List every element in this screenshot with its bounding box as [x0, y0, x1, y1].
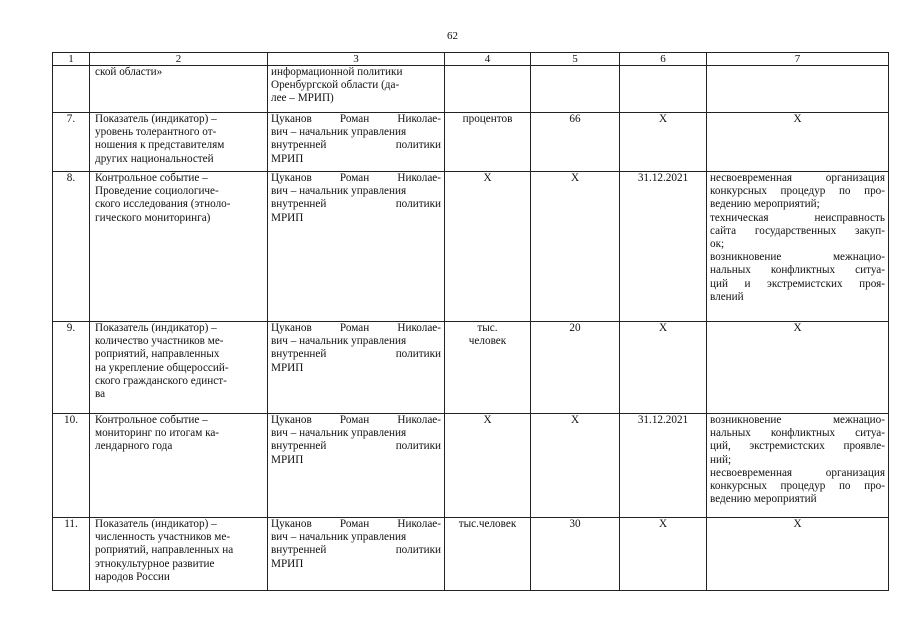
cell-line: возникновение межнацио- — [710, 251, 885, 264]
column-header: 2 — [90, 53, 268, 66]
cell-line: нальных конфликтных ситуа- — [710, 427, 885, 440]
cell-line: Х — [793, 518, 802, 530]
cell-line: Цуканов Роман Николае- — [271, 113, 441, 125]
cell-value — [531, 66, 620, 113]
cell-line: вич – начальник управления — [271, 427, 407, 440]
cell-line: других национальностей — [95, 152, 214, 165]
column-header: 6 — [620, 53, 707, 66]
cell-line: Проведение социологиче- — [95, 185, 219, 198]
cell-line: внутренней политики — [271, 544, 441, 557]
cell-line: роприятий, направленных на — [95, 544, 234, 557]
cell-line: Показатель (индикатор) – — [95, 518, 217, 530]
cell-line: Цуканов Роман Николае- — [271, 414, 441, 426]
cell-number: 7. — [53, 113, 90, 172]
cell-line: вич – начальник управления — [271, 126, 407, 139]
cell-line: человек — [468, 335, 507, 348]
cell-line: возникновение межнацио- — [710, 414, 885, 426]
cell-line: ведению мероприятий; — [710, 198, 820, 211]
table-row — [53, 66, 889, 113]
cell-number: 9. — [53, 322, 90, 414]
cell-indicator-name — [90, 322, 268, 414]
cell-line: МРИП — [271, 152, 304, 165]
cell-line: внутренней политики — [271, 348, 441, 361]
cell-line: ва — [95, 388, 106, 401]
cell-line: конкурсных процедур по про- — [710, 185, 885, 198]
cell-line: информационной политики — [271, 66, 403, 78]
cell-line: уровень толерантного от- — [95, 126, 217, 139]
cell-number: 11. — [53, 518, 90, 591]
cell-unit — [445, 66, 531, 113]
cell-risks — [707, 518, 889, 591]
table-row — [53, 518, 889, 591]
cell-indicator-name — [90, 66, 268, 113]
cell-date: Х — [620, 518, 707, 591]
cell-line: этнокультурное развитие — [95, 557, 215, 570]
cell-risks — [707, 66, 889, 113]
cell-line: мониторинг по итогам ка- — [95, 427, 220, 440]
cell-line: ведению мероприятий — [710, 493, 817, 506]
cell-line: роприятий, направленных — [95, 348, 220, 361]
column-header: 7 — [707, 53, 889, 66]
cell-indicator-name — [90, 113, 268, 172]
cell-line: Показатель (индикатор) – — [95, 322, 217, 334]
cell-date: Х — [620, 322, 707, 414]
cell-line: количество участников ме- — [95, 335, 224, 348]
cell-line: вич – начальник управления — [271, 185, 407, 198]
cell-line: ской области» — [95, 66, 163, 78]
cell-line: влений — [710, 290, 744, 303]
cell-responsible — [268, 113, 445, 172]
column-header: 4 — [445, 53, 531, 66]
cell-line: лендарного года — [95, 440, 173, 453]
cell-number: 8. — [53, 172, 90, 322]
cell-line: внутренней политики — [271, 440, 441, 453]
cell-number — [53, 66, 90, 113]
cell-line: лее – МРИП) — [271, 92, 334, 105]
cell-line: Цуканов Роман Николае- — [271, 172, 441, 184]
cell-line: ций и экстремистских проя- — [710, 277, 885, 290]
cell-line: ского гражданского единст- — [95, 374, 227, 387]
cell-unit — [445, 113, 531, 172]
cell-line: процентов — [462, 113, 513, 125]
cell-unit — [445, 172, 531, 322]
cell-line: тыс. — [477, 322, 498, 334]
cell-line: Показатель (индикатор) – — [95, 113, 217, 125]
cell-risks — [707, 414, 889, 518]
cell-responsible — [268, 66, 445, 113]
cell-responsible — [268, 172, 445, 322]
cell-line: ношения к представителям — [95, 139, 225, 152]
cell-line: несвоевременная организация — [710, 466, 885, 479]
cell-line: Х — [483, 172, 492, 184]
cell-risks — [707, 322, 889, 414]
cell-value: 20 — [531, 322, 620, 414]
cell-value: 30 — [531, 518, 620, 591]
cell-indicator-name — [90, 518, 268, 591]
cell-indicator-name — [90, 172, 268, 322]
cell-line: МРИП — [271, 453, 304, 466]
cell-value: Х — [531, 172, 620, 322]
cell-line: сайта государственных закуп- — [710, 224, 885, 237]
cell-indicator-name — [90, 414, 268, 518]
cell-unit — [445, 518, 531, 591]
cell-responsible — [268, 414, 445, 518]
cell-line: внутренней политики — [271, 198, 441, 211]
cell-responsible — [268, 322, 445, 414]
page-number: 62 — [447, 30, 458, 42]
cell-line: ок; — [710, 238, 725, 251]
cell-line: на укрепление общероссий- — [95, 361, 229, 374]
cell-date: 31.12.2021 — [620, 414, 707, 518]
cell-risks — [707, 113, 889, 172]
indicators-table — [52, 52, 889, 591]
cell-line: Контрольное событие – — [95, 414, 208, 426]
table-row — [53, 172, 889, 322]
cell-line: нальных конфликтных ситуа- — [710, 264, 885, 277]
cell-line: МРИП — [271, 557, 304, 570]
cell-unit — [445, 322, 531, 414]
cell-value: Х — [531, 414, 620, 518]
cell-line: народов России — [95, 570, 170, 583]
cell-line: Х — [793, 113, 802, 125]
cell-date — [620, 66, 707, 113]
cell-responsible — [268, 518, 445, 591]
cell-line: ний; — [710, 453, 732, 466]
cell-line: вич – начальник управления — [271, 335, 407, 348]
cell-line: техническая неисправность — [710, 211, 885, 224]
cell-line: Х — [793, 322, 802, 334]
cell-line: ций, экстремистских проявле- — [710, 440, 885, 453]
cell-line: МРИП — [271, 361, 304, 374]
cell-line: Х — [483, 414, 492, 426]
table-header-row — [53, 53, 889, 66]
table-row — [53, 414, 889, 518]
cell-unit — [445, 414, 531, 518]
cell-date: 31.12.2021 — [620, 172, 707, 322]
cell-risks — [707, 172, 889, 322]
cell-line: ского исследования (этноло- — [95, 198, 231, 211]
cell-line: Цуканов Роман Николае- — [271, 518, 441, 530]
column-header: 3 — [268, 53, 445, 66]
cell-line: численность участников ме- — [95, 531, 231, 544]
table-row — [53, 113, 889, 172]
cell-value: 66 — [531, 113, 620, 172]
cell-line: МРИП — [271, 211, 304, 224]
cell-date: Х — [620, 113, 707, 172]
cell-line: гического мониторинга) — [95, 211, 211, 224]
cell-line: несвоевременная организация — [710, 172, 885, 184]
table-row — [53, 322, 889, 414]
column-header: 5 — [531, 53, 620, 66]
cell-line: внутренней политики — [271, 139, 441, 152]
cell-line: конкурсных процедур по про- — [710, 480, 885, 493]
cell-line: Контрольное событие – — [95, 172, 208, 184]
cell-line: Цуканов Роман Николае- — [271, 322, 441, 334]
cell-line: вич – начальник управления — [271, 531, 407, 544]
cell-line: Оренбургской области (да- — [271, 79, 400, 92]
column-header: 1 — [53, 53, 90, 66]
cell-number: 10. — [53, 414, 90, 518]
cell-line: тыс.человек — [458, 518, 517, 530]
